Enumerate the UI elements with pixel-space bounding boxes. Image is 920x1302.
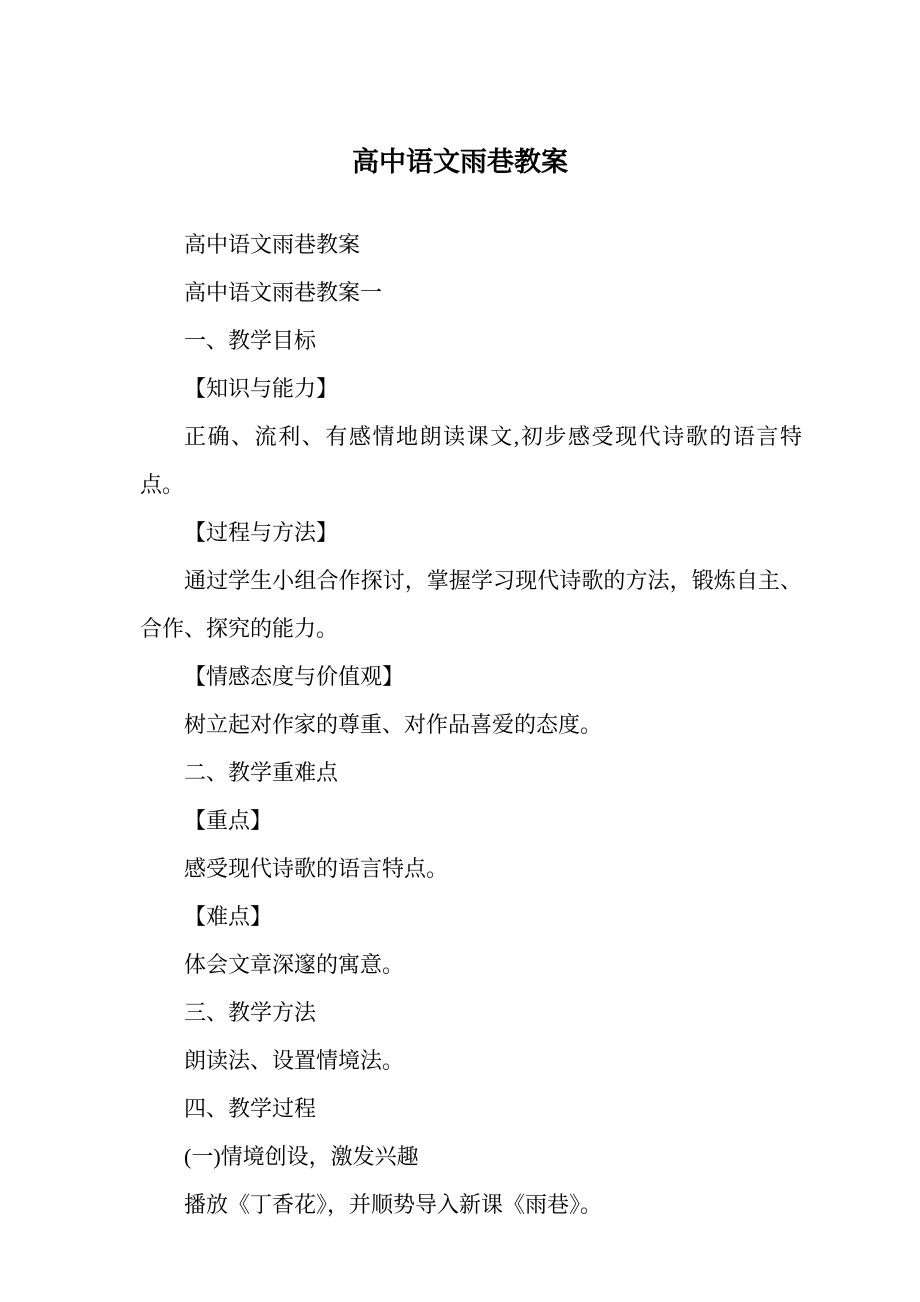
paragraph: (一)情境创设，激发兴趣 [184,1144,419,1169]
paragraph: 【情感态度与价值观】 [184,664,405,689]
paragraph: 三、教学方法 [184,1000,317,1025]
paragraph: 体会文章深邃的寓意。 [184,952,405,977]
paragraph: 朗读法、设置情境法。 [184,1048,405,1073]
document-body [0,221,920,1229]
paragraph: 一、教学目标 [184,328,317,353]
paragraph: 【难点】 [184,904,273,929]
paragraph: 播放《丁香花》，并顺势导入新课《雨巷》。 [184,1192,603,1217]
paragraph: 【重点】 [184,808,273,833]
document-title: 高中语文雨巷教案 [352,147,568,177]
paragraph: 树立起对作家的尊重、对作品喜爱的态度。 [184,712,603,737]
paragraph: 【知识与能力】 [184,376,339,401]
paragraph: 高中语文雨巷教案 [184,232,361,257]
paragraph: 高中语文雨巷教案一 [184,280,383,305]
paragraph: 【过程与方法】 [184,520,339,545]
paragraph: 正确、流利、有感情地朗读课文,初步感受现代诗歌的语言特点。 [140,424,802,497]
paragraph: 二、教学重难点 [184,760,339,785]
paragraph: 四、教学过程 [184,1096,317,1121]
paragraph: 感受现代诗歌的语言特点。 [184,856,449,881]
paragraph: 通过学生小组合作探讨，掌握学习现代诗歌的方法，锻炼自主、合作、探究的能力。 [140,568,802,641]
